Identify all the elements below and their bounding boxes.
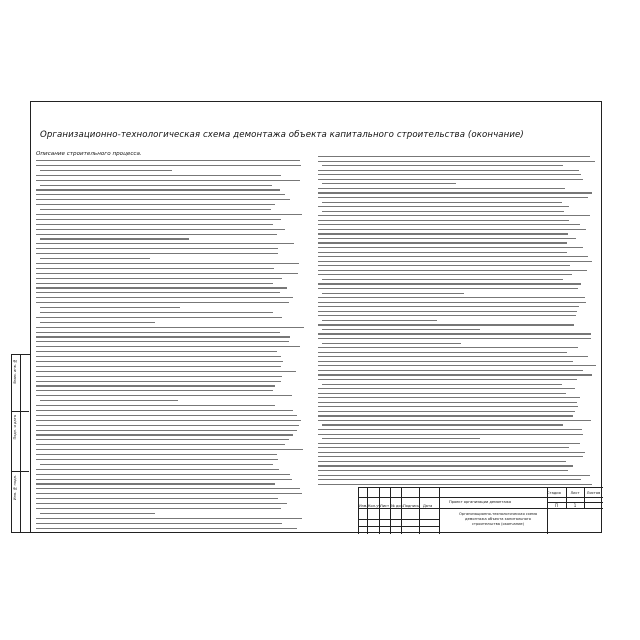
text-line: [318, 302, 586, 303]
text-line: [36, 204, 275, 205]
text-line: [40, 209, 271, 210]
text-line: [36, 425, 299, 426]
text-line: [36, 444, 285, 445]
text-line: [318, 206, 569, 207]
text-line: [318, 393, 566, 394]
text-line: [36, 430, 297, 431]
text-line: [36, 273, 298, 274]
text-line: [36, 180, 300, 181]
text-line: [36, 415, 297, 416]
text-line: [36, 479, 292, 480]
text-line: [36, 194, 285, 195]
text-line: [318, 324, 574, 325]
text-line: [322, 183, 456, 184]
text-line: [40, 322, 155, 323]
text-line: [318, 397, 580, 398]
tb-rule: [359, 526, 439, 527]
text-line: [36, 459, 278, 460]
tb-sheet-value: П: [554, 503, 558, 508]
text-line: [318, 333, 591, 334]
tb-rule: [359, 519, 439, 520]
tb-rule: [367, 488, 368, 534]
text-line: [322, 384, 562, 385]
text-line: [322, 211, 564, 212]
tb-rule: [359, 508, 603, 509]
text-line: [36, 302, 289, 303]
text-line: [36, 341, 289, 342]
text-line: [322, 293, 464, 294]
margin-label: Подп. и дата: [13, 415, 17, 440]
text-line: [36, 229, 285, 230]
text-line: [318, 283, 581, 284]
text-line: [36, 224, 273, 225]
text-line: [318, 270, 587, 271]
tb-sheet-header: Лист: [570, 491, 580, 495]
text-line: [318, 338, 591, 339]
text-line: [36, 405, 275, 406]
text-line: [318, 374, 592, 375]
text-line: [322, 165, 563, 166]
text-line: [36, 336, 290, 337]
text-line: [318, 452, 585, 453]
text-line: [36, 454, 277, 455]
text-line: [36, 189, 280, 190]
text-line: [318, 379, 577, 380]
text-line: [40, 258, 150, 259]
text-line: [322, 329, 480, 330]
margin-label: Инв. № подл.: [13, 475, 17, 501]
text-line: [36, 175, 281, 176]
text-line: [318, 179, 583, 180]
text-line: [36, 278, 282, 279]
text-line: [36, 498, 278, 499]
margin-label: Взам. инв. №: [13, 359, 17, 384]
text-line: [318, 352, 567, 353]
text-line: [36, 332, 280, 333]
text-line: [318, 297, 585, 298]
text-line: [322, 424, 563, 425]
text-line: [318, 388, 575, 389]
text-line: [318, 242, 567, 243]
text-line: [40, 400, 178, 401]
text-line: [36, 283, 273, 284]
text-line: [40, 170, 172, 171]
text-line: [322, 438, 480, 439]
text-line: [318, 306, 579, 307]
text-line: [36, 346, 300, 347]
text-line: [318, 406, 578, 407]
text-line: [36, 395, 292, 396]
text-line: [318, 224, 580, 225]
text-line: [318, 315, 576, 316]
document-subheading: Описание строительного процесса.: [36, 151, 142, 157]
text-line: [36, 410, 293, 411]
tb-col-count: Кол.уч: [368, 504, 381, 508]
text-line: [318, 229, 586, 230]
text-line: [318, 361, 573, 362]
text-line: [36, 160, 300, 161]
text-line: [36, 243, 294, 244]
margin-cell: [12, 355, 29, 412]
text-line: [318, 402, 577, 403]
text-line: [36, 317, 282, 318]
text-line: [36, 287, 287, 288]
tb-col-docnum: № док.: [391, 504, 404, 508]
tb-company: Проект организации демонтажа: [449, 500, 512, 504]
text-line: [36, 263, 299, 264]
text-line: [36, 439, 289, 440]
text-line: [36, 219, 281, 220]
text-line: [322, 279, 563, 280]
tb-col-date: Дата: [423, 504, 433, 508]
text-line: [36, 508, 281, 509]
text-line: [36, 356, 281, 357]
text-line: [36, 528, 297, 529]
text-line: [318, 411, 575, 412]
text-line: [36, 503, 287, 504]
text-line: [36, 469, 279, 470]
tb-rule: [439, 488, 440, 534]
text-line: [40, 464, 273, 465]
text-line: [40, 185, 272, 186]
text-line: [36, 523, 282, 524]
text-line: [36, 493, 302, 494]
document-heading: Организационно-технологическая схема демонтажа объекта капитального строительства (окончание): [40, 130, 524, 140]
text-line: [36, 518, 302, 519]
text-line: [318, 420, 591, 421]
tb-col-change: Изм.: [359, 504, 368, 508]
text-line: [36, 361, 283, 362]
text-line: [318, 465, 573, 466]
text-line: [322, 320, 437, 321]
tb-rule: [379, 488, 380, 534]
text-line: [40, 312, 273, 313]
tb-doc-title: Организационно-технологическая схема демонтажа объекта капитального строительства (окончание): [458, 512, 538, 526]
margin-cell: [12, 411, 29, 472]
text-line: [318, 174, 581, 175]
left-margin-stamp: [11, 354, 30, 533]
text-line: [318, 356, 588, 357]
tb-col-sheet: Лист: [380, 504, 390, 508]
text-line: [36, 327, 304, 328]
text-line: [318, 470, 568, 471]
text-line: [40, 513, 155, 514]
text-line: [318, 188, 565, 189]
tb-rule: [419, 488, 420, 534]
text-line: [318, 192, 592, 193]
text-line: [318, 252, 567, 253]
tb-col-sign: Подпись: [403, 504, 420, 508]
text-line: [318, 161, 595, 162]
text-line: [318, 370, 583, 371]
text-line: [36, 434, 293, 435]
text-line: [318, 415, 573, 416]
text-line: [318, 233, 568, 234]
text-line: [318, 456, 583, 457]
text-line: [36, 381, 281, 382]
text-line: [36, 292, 280, 293]
text-line: [36, 253, 278, 254]
text-line: [36, 376, 282, 377]
text-line: [318, 443, 580, 444]
text-line: [36, 165, 301, 166]
text-line: [318, 429, 582, 430]
text-line: [322, 343, 461, 344]
text-line: [36, 371, 296, 372]
text-line: [36, 488, 300, 489]
text-line: [318, 265, 570, 266]
text-line: [318, 288, 578, 289]
text-line: [318, 197, 588, 198]
tb-sheets-header: Листов: [586, 491, 601, 495]
text-line: [318, 484, 592, 485]
text-line: [36, 248, 278, 249]
text-line: [40, 238, 189, 239]
text-line: [318, 247, 583, 248]
text-line: [318, 274, 572, 275]
tb-rule: [401, 488, 402, 534]
text-line: [36, 483, 275, 484]
text-line: [36, 351, 277, 352]
text-line: [40, 307, 180, 308]
text-line: [36, 366, 281, 367]
text-line: [36, 420, 301, 421]
text-line: [318, 156, 590, 157]
text-line: [318, 215, 590, 216]
text-line: [318, 347, 578, 348]
text-line: [36, 199, 290, 200]
text-line: [36, 390, 273, 391]
title-block: [358, 487, 603, 534]
text-line: [36, 234, 277, 235]
tb-sheets-value: 1: [573, 503, 577, 508]
text-line: [36, 268, 274, 269]
text-line: [318, 256, 588, 257]
text-line: [36, 214, 302, 215]
text-line: [318, 170, 579, 171]
text-line: [36, 474, 290, 475]
text-line: [36, 385, 275, 386]
text-line: [318, 261, 592, 262]
text-line: [318, 447, 569, 448]
text-line: [36, 449, 303, 450]
text-line: [318, 434, 583, 435]
text-line: [318, 238, 576, 239]
text-line: [318, 311, 577, 312]
text-line: [318, 479, 581, 480]
text-line: [318, 475, 590, 476]
text-line: [318, 220, 569, 221]
tb-stage-header: Стадия: [547, 491, 561, 495]
text-line: [318, 365, 596, 366]
text-line: [322, 202, 562, 203]
margin-cell: [12, 471, 29, 532]
tb-rule: [390, 488, 391, 534]
text-line: [318, 461, 566, 462]
text-line: [36, 297, 293, 298]
